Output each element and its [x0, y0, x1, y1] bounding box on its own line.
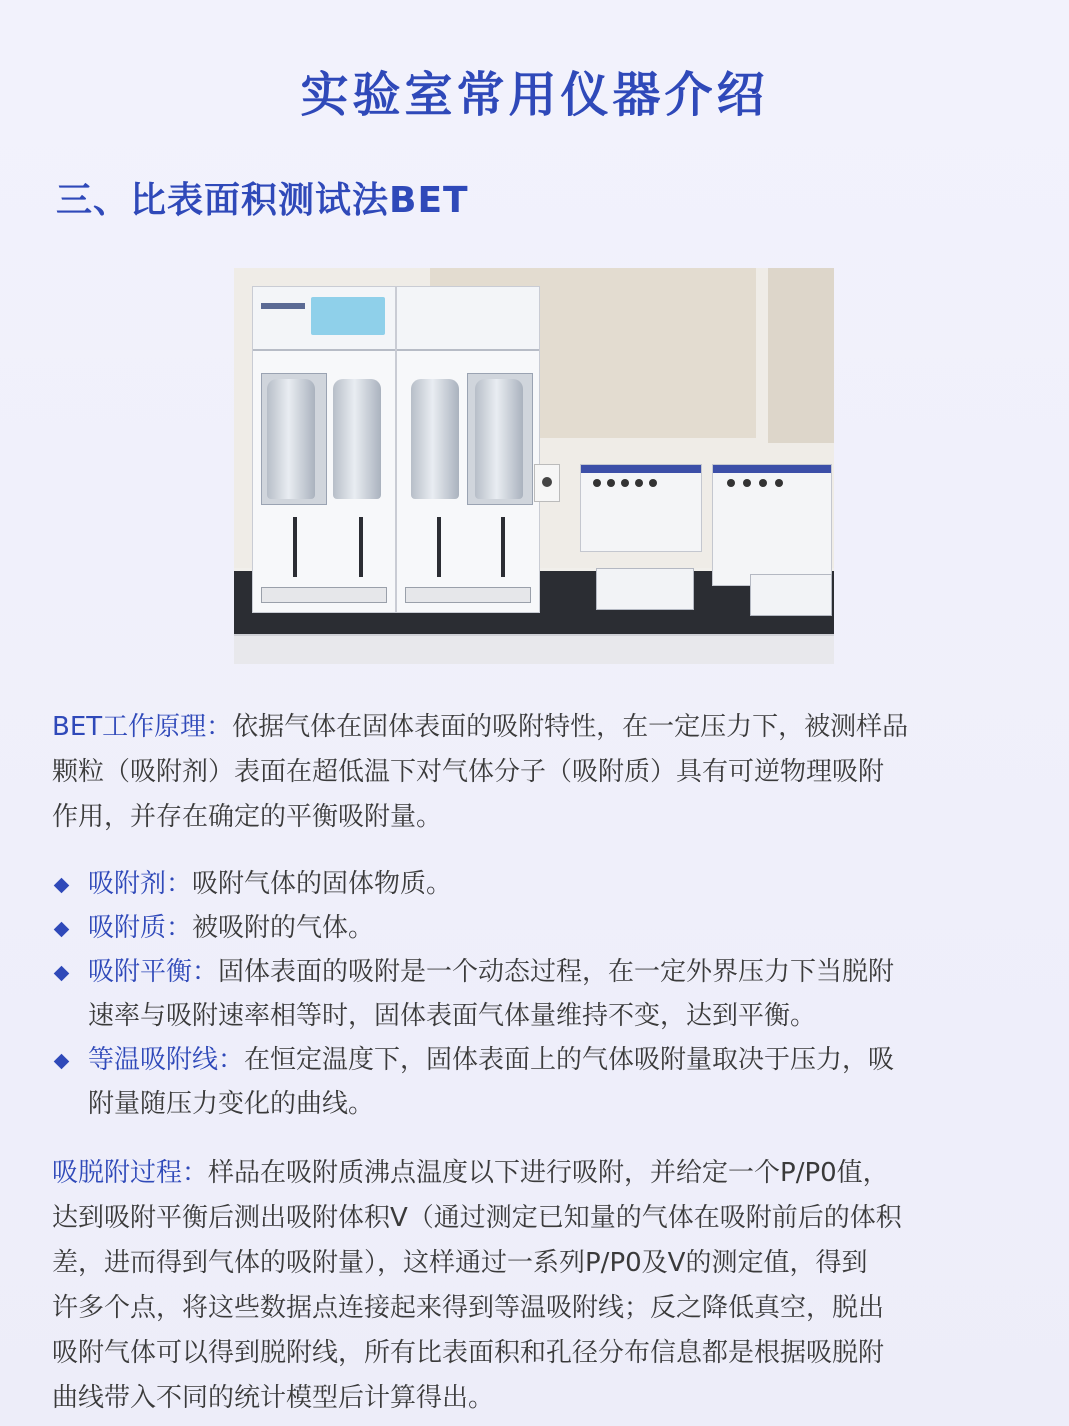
bullet-term: 等温吸附线：: [88, 1045, 245, 1075]
photo-degas-station: [580, 464, 702, 552]
photo-wall-panel: [768, 268, 834, 443]
diamond-bullet-icon: [54, 1054, 70, 1070]
photo-sample-rack: [750, 574, 832, 616]
diamond-bullet-icon: [54, 922, 70, 938]
process-line: 曲线带入不同的统计模型后计算得出。: [52, 1383, 495, 1413]
photo-bench-cabinet: [234, 634, 834, 664]
page-title: 实验室常用仪器介绍: [300, 67, 769, 123]
photo-wall-switch: [534, 464, 560, 502]
photo-analyzer-unit: [252, 286, 396, 613]
process-line: 许多个点，将这些数据点连接起来得到等温吸附线；反之降低真空，脱出: [52, 1293, 885, 1323]
bullet-term: 吸附剂：: [88, 869, 193, 899]
list-item: [52, 1038, 1017, 1126]
diamond-bullet-icon: [54, 966, 70, 982]
list-item: [52, 906, 1017, 950]
principle-line: 作用，并存在确定的平衡吸附量。: [52, 802, 443, 832]
principle-lead: BET工作原理：: [52, 712, 233, 742]
process-lead: 吸脱附过程：: [52, 1158, 209, 1188]
list-item: [52, 862, 1017, 906]
process-paragraph: [52, 1151, 1017, 1421]
bullet-text: 速率与吸附速率相等时，固体表面气体量维持不变，达到平衡。: [88, 1001, 817, 1031]
bullet-term: 吸附平衡：: [88, 957, 219, 987]
photo-analyzer-unit: [396, 286, 540, 613]
bullet-term: 吸附质：: [88, 913, 193, 943]
principle-paragraph: [52, 705, 1017, 840]
bullet-text: 在恒定温度下，固体表面上的气体吸附量取决于压力，吸: [244, 1045, 895, 1075]
bet-analyzer-photo: [234, 268, 834, 664]
principle-line: 颗粒（吸附剂）表面在超低温下对气体分子（吸附质）具有可逆物理吸附: [52, 757, 885, 787]
diamond-bullet-icon: [54, 878, 70, 894]
principle-line: 依据气体在固体表面的吸附特性，在一定压力下，被测样品: [232, 712, 909, 742]
bullet-text: 被吸附的气体。: [192, 913, 375, 943]
process-line: 样品在吸附质沸点温度以下进行吸附，并给定一个P/P0值，: [208, 1158, 889, 1188]
bullet-text: 吸附气体的固体物质。: [192, 869, 453, 899]
bullet-text: 附量随压力变化的曲线。: [88, 1089, 375, 1119]
photo-degas-station: [712, 464, 832, 586]
list-item: [52, 950, 1017, 1038]
process-line: 达到吸附平衡后测出吸附体积V（通过测定已知量的气体在吸附前后的体积: [52, 1203, 902, 1233]
process-line: 吸附气体可以得到脱附线，所有比表面积和孔径分布信息都是根据吸脱附: [52, 1338, 885, 1368]
definition-list: [52, 862, 1017, 1126]
process-line: 差，进而得到气体的吸附量），这样通过一系列P/P0及V的测定值，得到: [52, 1248, 868, 1278]
bullet-text: 固体表面的吸附是一个动态过程，在一定外界压力下当脱附: [218, 957, 895, 987]
photo-sample-rack: [596, 568, 694, 610]
section-heading: 三、比表面积测试法BET: [56, 180, 469, 221]
